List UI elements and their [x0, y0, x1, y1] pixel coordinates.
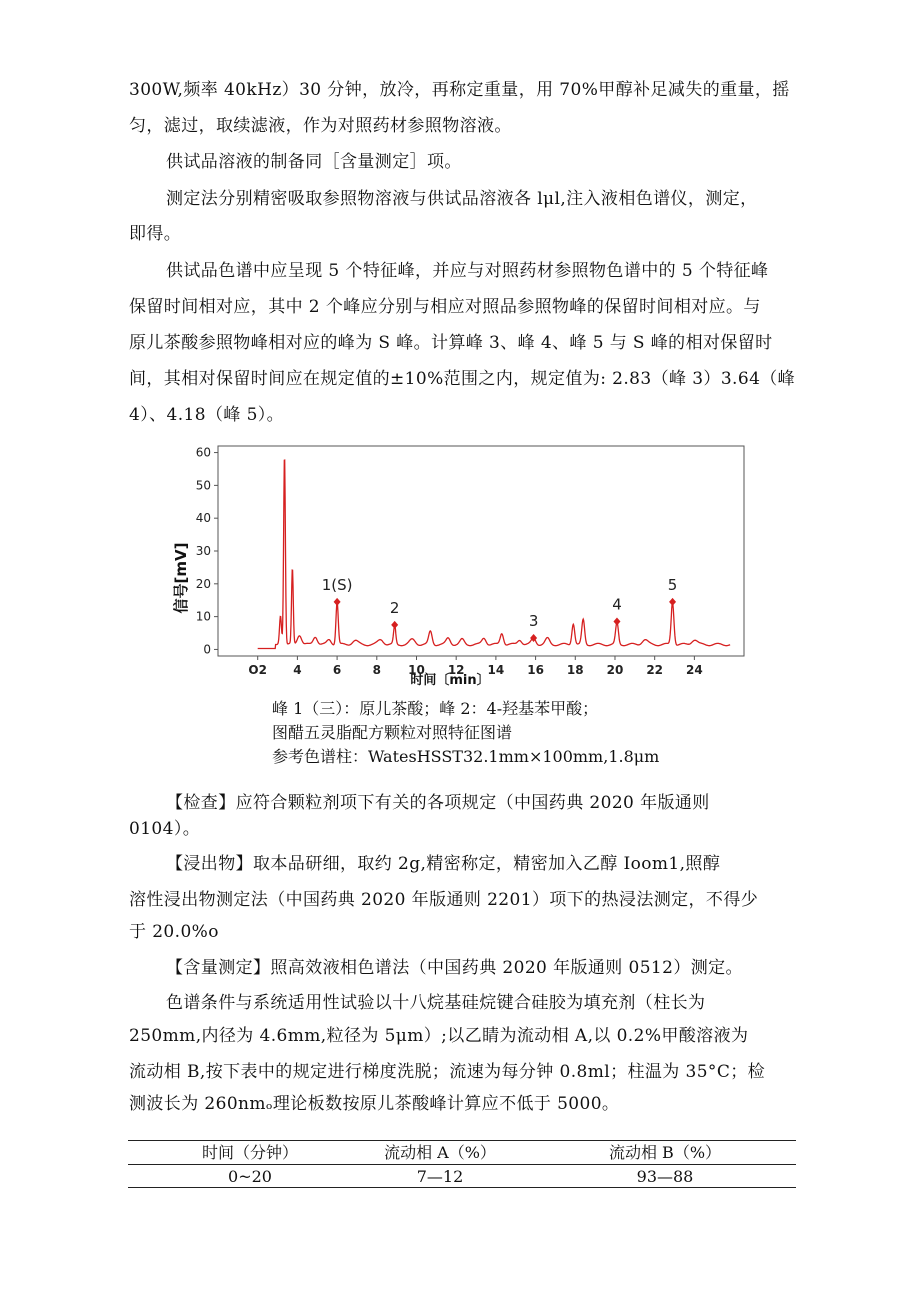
peak-label: 4	[612, 595, 622, 614]
text-line: 间，其相对保留时间应在规定值的±10%范围之内，规定值为: 2.83（峰 3）3.64（峰	[129, 369, 796, 389]
peak-label: 5	[667, 575, 678, 594]
peak-label: 1(S)	[321, 575, 353, 594]
x-tick-label: 6	[332, 663, 342, 677]
table-header-time: 时间（分钟）	[201, 1143, 298, 1162]
x-tick-label: 14	[487, 663, 505, 677]
text-line: 300W,频率 40kHz）30 分钟，放冷，再称定重量，用 70%甲醇补足减失的重量，摇	[129, 80, 790, 100]
table-cell: 0~20	[228, 1167, 272, 1186]
text-line: 溶性浸出物测定法（中国药典 2020 年版通则 2201）项下的热浸法测定，不得少	[129, 890, 759, 910]
y-tick-label: 30	[195, 544, 211, 558]
x-tick-label: 16	[527, 663, 544, 677]
table-top-rule	[128, 1140, 796, 1141]
text-line: 【检查】应符合颗粒剂项下有关的各项规定（中国药典 2020 年版通则	[166, 793, 710, 813]
text-line: 色谱条件与系统适用性试验以十八烷基硅烷键合硅胶为填充剂（柱长为	[166, 993, 706, 1013]
chart-caption-peaks: 峰 1（三）：原儿茶酸；峰 2：4-羟基苯甲酸；	[272, 699, 599, 718]
text-line: 匀，滤过，取续滤液，作为对照药材参照物溶液。	[129, 116, 512, 136]
text-line: 4）、4.18（峰 5）。	[129, 405, 285, 425]
y-axis-label: 信号[mV]	[172, 542, 190, 614]
y-tick-label: 50	[195, 478, 211, 493]
x-tick-label: 20	[606, 663, 624, 677]
text-line: 250mm,内径为 4.6mm,粒径为 5μm）;以乙睛为流动相 A,以 0.2%甲酸溶液为	[129, 1026, 749, 1046]
chart-caption-title: 图醋五灵脂配方颗粒对照特征图谱	[272, 723, 513, 742]
text-line: 原儿茶酸参照物峰相对应的峰为 S 峰。计算峰 3、峰 4、峰 5 与 S 峰的相对保留时	[129, 333, 773, 353]
chart-caption-column: 参考色谱柱：WatesHSST32.1mm×100mm,1.8μm	[272, 747, 660, 766]
y-tick-label: 40	[195, 511, 211, 526]
x-tick-label: 8	[372, 663, 381, 677]
text-line: 供试品色谱中应呈现 5 个特征峰，并应与对照药材参照物色谱中的 5 个特征峰	[166, 261, 769, 281]
text-line: 流动相 B,按下表中的规定进行梯度洗脱；流速为每分钟 0.8ml；柱温为 35°C；检	[129, 1062, 766, 1082]
table-header-rule	[128, 1164, 796, 1165]
y-tick-label: 60	[195, 445, 211, 460]
text-line: 【浸出物】取本品研细，取约 2g,精密称定，精密加入乙醇 Ioom1,照醇	[166, 854, 721, 874]
x-tick-label: 10	[408, 663, 425, 677]
text-line: 测定法分别精密吸取参照物溶液与供试品溶液各 lμl,注入液相色谱仪，测定，	[166, 189, 758, 209]
chromatogram-figure	[160, 438, 760, 690]
x-tick-label: 24	[686, 663, 703, 677]
text-line: 供试品溶液的制备同［含量测定］项。	[166, 152, 462, 172]
x-tick-label: 4	[293, 663, 302, 677]
x-tick-label: 18	[566, 663, 584, 677]
x-tick-label: O2	[248, 663, 267, 677]
table-header-phase-b: 流动相 B（%）	[608, 1143, 722, 1162]
y-tick-label: 20	[195, 576, 211, 591]
text-line: 于 20.0%o	[129, 922, 219, 942]
text-line: 【含量测定】照高效液相色谱法（中国药典 2020 年版通则 0512）测定。	[166, 958, 743, 978]
x-tick-label: 22	[646, 663, 664, 677]
y-tick-label: 10	[195, 609, 211, 624]
x-axis-label: 时间〔min〕	[410, 673, 490, 688]
table-bottom-rule	[128, 1187, 796, 1188]
chromatogram-chart	[160, 438, 760, 690]
text-line: 测波长为 260nmₒ理论板数按原儿茶酸峰计算应不低于 5000。	[129, 1094, 620, 1114]
peak-label: 2	[389, 598, 400, 617]
y-tick-label: 0	[203, 642, 211, 657]
x-tick-label: 12	[447, 663, 465, 677]
text-line: 0104）。	[129, 819, 201, 839]
text-line: 即得。	[129, 224, 182, 244]
peak-label: 3	[528, 611, 539, 630]
table-cell: 93—88	[636, 1167, 694, 1186]
text-line: 保留时间相对应，其中 2 个峰应分别与相应对照品参照物峰的保留时间相对应。与	[129, 297, 761, 317]
table-cell: 7—12	[416, 1167, 464, 1186]
plot-frame	[218, 446, 744, 656]
table-header-phase-a: 流动相 A（%）	[384, 1143, 496, 1162]
